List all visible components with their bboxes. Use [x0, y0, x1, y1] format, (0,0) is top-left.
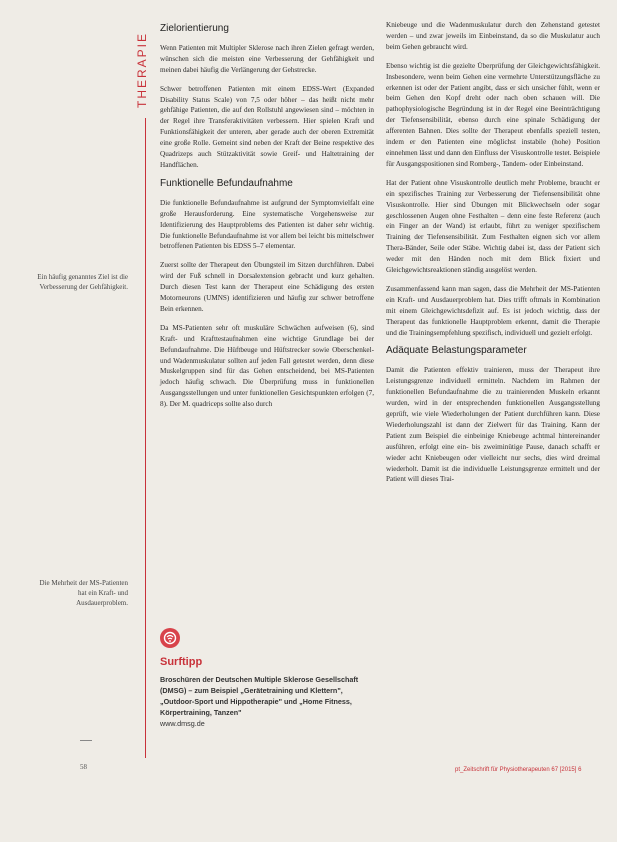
heading-zielorientierung: Zielorientierung: [160, 23, 229, 34]
paragraph: Schwer betroffenen Patienten mit einem EDSS-Wert (Expanded Disability Status Scale) von 7,5 oder höher – das heißt nicht mehr gehfähige Patienten, die auf den Rollstuhl angewiesen sind – möchten in der Regel ihre Transferaktivitäten verbessern. Hier spielen Kraft und Funktionsfähigkeit der unteren, aber gerade auch der oberen Extremität eine große Rolle. Gemeint sind neben der Kraft der Beine respektive des Quadrizeps auch Stützaktivität sowie Greif- und Haltetraining der Handflächen.: [160, 84, 374, 169]
section-tag: THERAPIE: [135, 31, 149, 108]
side-note-2: Die Mehrheit der MS-Patienten hat ein Kraft- und Ausdauerproblem.: [39, 579, 128, 607]
heading-belastungsparameter: Adäquate Belastungsparameter: [386, 345, 527, 357]
paragraph: Da MS-Patienten sehr oft muskuläre Schwächen aufweisen (6), sind Kraft- und Krafttestaufnahmen eine wichtige Grundlage bei der Befundaufnahme. Die Hüftbeuge und Hüftstrecker sowie Oberschenkel- und Wadenmuskulatur sollten auf jeden Fall getestet werden, denn diese Muskelgruppen sind für das Gehen entscheidend, bei MS-Patienten jedoch häufig schwach. Die Überprüfung muss in funktionellen Ausgangsstellungen und unter funktionellen Gesichtspunkten erfolgen (7, 8). Der M. quadriceps sollte also durch: [160, 323, 374, 409]
paragraph: Zuerst sollte der Therapeut den Übungsteil im Sitzen durchführen. Dabei wird der Fuß schnell in Dorsalextension gebracht und kurz gehalten. Durch diesen Test kann der Therapeut eine Schädigung des ersten Motorneurons (UMNS) identifizieren und häufig zur schwer betroffene Bein erkennen.: [160, 261, 374, 313]
surftipp-icon: [160, 628, 180, 648]
paragraph: Zusammenfassend kann man sagen, dass die Mehrheit der MS-Patienten ein Kraft- und Ausdauerproblem hat. Dies trifft oftmals in Kombination mit einem Gleichgewichtsdefizit auf. Es ist jedoch wichtig, dass der Therapeut das funktionelle Hauptproblem erkennt, damit die Therapie und die Trainingsempfehlung spezifisch, individuell und gezielt erfolgt.: [386, 284, 600, 337]
section-rule: [145, 118, 146, 758]
page-number-rule: [80, 740, 92, 741]
surftipp-box: [160, 656, 374, 729]
column-right: [386, 20, 600, 493]
surftipp-title: Surftipp: [160, 656, 203, 668]
surftipp-link[interactable]: www.dmsg.de: [160, 719, 205, 728]
surftipp-text: Broschüren der Deutschen Multiple Sklerose Gesellschaft (DMSG) – zum Beispiel „Gerätetraining und Klettern", „Outdoor-Sport und Hippotherapie" und „Home Fitness, Körpertraining, Tanzen": [160, 675, 359, 717]
column-left: [160, 24, 374, 418]
paragraph: Kniebeuge und die Wadenmuskulatur durch den Zehenstand getestet werden – und zwar jeweils im Einbeinstand, da so die Muskulatur auch beim Gehen gebraucht wird.: [386, 21, 600, 51]
paragraph: Wenn Patienten mit Multipler Sklerose nach ihren Zielen gefragt werden, wünschen sich die meisten eine Verbesserung der Gehfähigkeit und meinen dabei häufig die Verlängerung der Gehstrecke.: [160, 43, 374, 74]
paragraph: Ebenso wichtig ist die gezielte Überprüfung der Gleichgewichtsfähigkeit. Insbesondere, wenn beim Gehen eine vermehrte Unterstützungsfläche zu erkennen ist oder der Patient angibt, dass er sich unsicher fühlt, wenn er beim Gehen den Kopf dreht oder nach oben schauen will. Die pathophysiologische Begründung ist in der Regel eine Beeinträchtigung der Tiefensensibilität, ebenso durch eine spinale Schädigung der afferenten Bahnen. Dies sollte der Therapeut ebenfalls speziell testen, indem er den Patienten eine möglichst instabile (hohe) Position einnehmen lässt und dann den Einfluss der Visuskontrolle testet. Beispiele für Ausgangspositionen sind Romberg-, Tandem- oder Einbeinstand.: [386, 61, 600, 168]
paragraph: Damit die Patienten effektiv trainieren, muss der Therapeut ihre Leistungsgrenze individuell ermitteln. Nachdem im Rahmen der funktionellen Befundaufnahme die zu trainierenden Muskeln erkannt wurden, wird in der entsprechenden funktionellen Ausgangsstellung geprüft, wie viele Wiederholungen der Patient durchführen kann. Diese Wiederholungszahl ist dann der Zielwert für das Training. Kann der Patient zum Beispiel die einbeinige Kniebeuge achtmal hintereinander ausführen, erfolgt eine ein- bis zweiminütige Pause, danach schafft er wieder acht Kniebeugen oder vielleicht nur sechs, dies wird dreimal wiederholt. Damit ist die individuelle Leistungsgrenze ermittelt und der Patient will dieses Trai-: [386, 366, 600, 484]
page-number: 58: [80, 763, 87, 771]
footer-journal: pt_Zeitschrift für Physiotherapeuten 67 [2015] 6: [455, 767, 582, 773]
heading-befundaufnahme: Funktionelle Befundaufnahme: [160, 177, 293, 189]
paragraph: Hat der Patient ohne Visuskontrolle deutlich mehr Probleme, braucht er ein spezifisches Training zur Verbesserung der Tiefensensibilität ohne Visuskontrolle. Hier sind Übungen mit Blickwechseln oder sogar geschlossenen Augen ohne Festhalten – denn eine feste Referenz (auch ein Finger an der Wand) ist erlaubt, führt zu weniger spezifischem Training der Tiefensensibilität. Zum Festhalten eignen sich vor allem Thera-Bänder, Seile oder Stäbe. Wichtig dabei ist, dass der Patient sich weder mit den Händen noch mit dem Blick fixiert und Gleichgewichtsreaktionen ständig ausgelöst werden.: [386, 178, 600, 275]
paragraph: Die funktionelle Befundaufnahme ist aufgrund der Symptomvielfalt eine große Herausforderung. Eine systematische Vorgehensweise zur Identifizierung des Hauptproblems des Patienten ist daher sehr wichtig. Die funktionelle Befundaufnahme ist vor allem bei leicht bis mittelschwer betroffenen Patienten bis EDSS 5–7 elementar.: [160, 198, 374, 251]
side-note-1: Ein häufig genanntes Ziel ist die Verbesserung der Gehfähigkeit.: [37, 273, 128, 291]
